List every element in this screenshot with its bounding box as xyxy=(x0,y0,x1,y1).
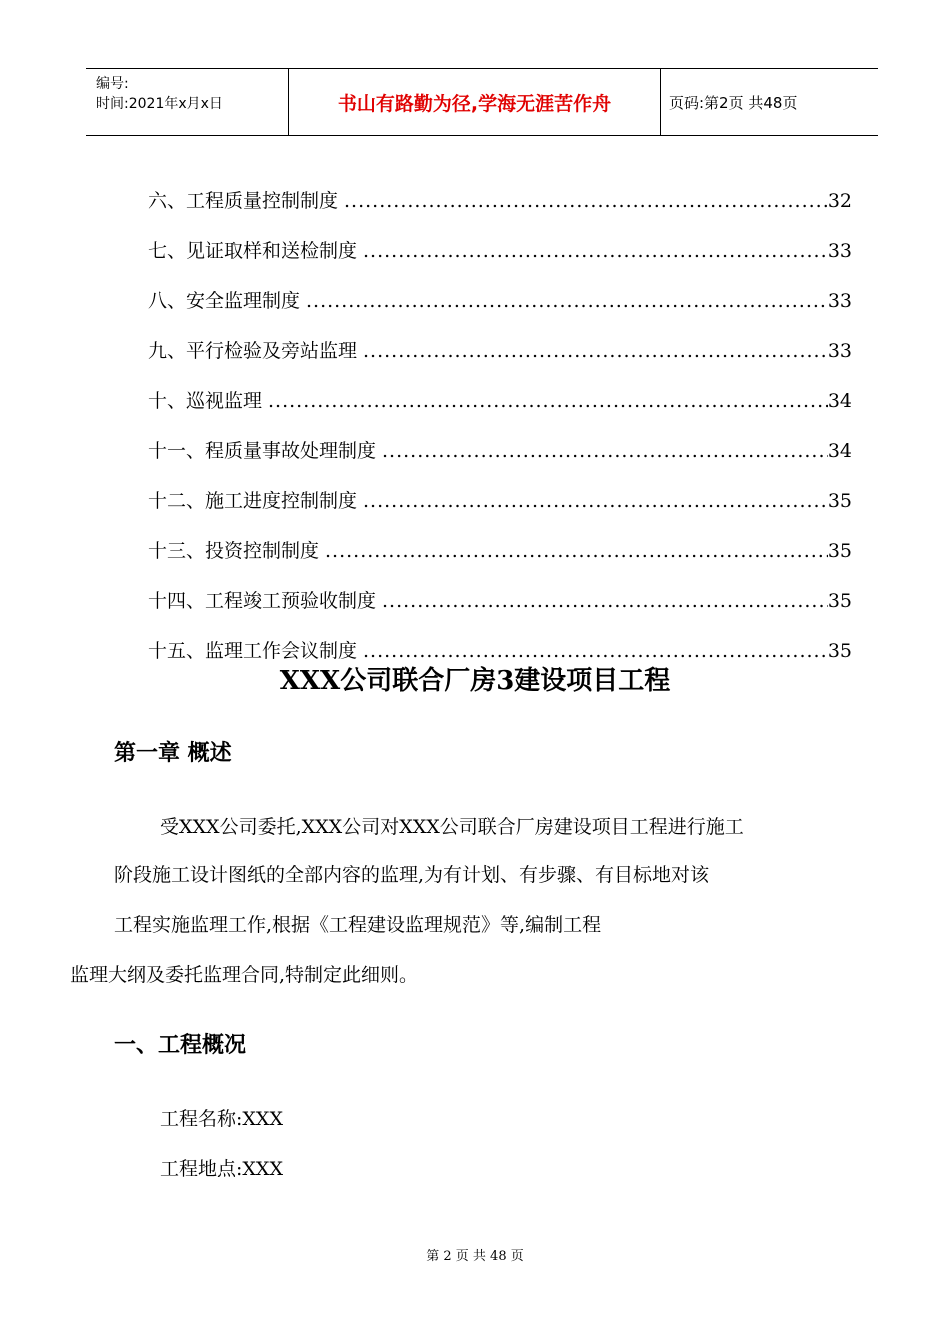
toc-item[interactable] xyxy=(148,318,852,368)
toc-item-label: 十一、程质量事故处理制度 xyxy=(148,440,377,462)
toc-leader-dots xyxy=(268,384,828,418)
toc-leader-dots xyxy=(363,234,828,268)
chapter-heading: 第一章 概述 xyxy=(114,741,232,766)
toc-item-label: 七、见证取样和送检制度 xyxy=(148,240,358,262)
table-of-contents xyxy=(148,168,852,668)
toc-item-label: 十五、监理工作会议制度 xyxy=(148,640,358,662)
page-footer: 第 2 页 共 48 页 xyxy=(426,1249,524,1264)
toc-item-label: 八、安全监理制度 xyxy=(148,290,301,312)
toc-leader-dots xyxy=(382,434,828,468)
header-page-label: 页码:第2页 共48页 xyxy=(669,93,798,112)
toc-item-label: 十、巡视监理 xyxy=(148,390,263,412)
toc-item[interactable] xyxy=(148,518,852,568)
header-slogan: 书山有路勤为径,学海无涯苦作舟 xyxy=(288,69,661,135)
toc-item-page: 34 xyxy=(827,440,852,462)
toc-item[interactable] xyxy=(148,368,852,418)
toc-item-page: 32 xyxy=(827,190,852,212)
toc-item[interactable] xyxy=(148,418,852,468)
toc-leader-dots xyxy=(363,484,828,518)
toc-item[interactable] xyxy=(148,168,852,218)
toc-leader-dots xyxy=(382,584,828,618)
toc-item[interactable] xyxy=(148,218,852,268)
paragraph-line-3: 工程实施监理工作,根据《工程建设监理规范》等,编制工程 xyxy=(114,914,602,936)
paragraph-line-4: 监理大纲及委托监理合同,特制定此细则。 xyxy=(70,964,419,986)
paragraph-line-1: 受XXX公司委托,XXX公司对XXX公司联合厂房建设项目工程进行施工 xyxy=(160,816,744,838)
toc-item-label: 十三、投资控制制度 xyxy=(148,540,320,562)
code-label: 编号: xyxy=(96,76,129,92)
header-table xyxy=(86,68,878,136)
document-title: XXX公司联合厂房3建设项目工程 xyxy=(279,666,671,696)
toc-leader-dots xyxy=(344,184,828,218)
toc-leader-dots xyxy=(363,334,828,368)
project-location-field: 工程地点:XXX xyxy=(160,1158,283,1180)
section-heading: 一、工程概况 xyxy=(114,1033,247,1058)
toc-item[interactable] xyxy=(148,568,852,618)
toc-item[interactable] xyxy=(148,268,852,318)
toc-item-page: 33 xyxy=(827,290,852,312)
toc-leader-dots xyxy=(306,284,828,318)
toc-item-page: 35 xyxy=(827,640,852,662)
toc-item-label: 九、平行检验及旁站监理 xyxy=(148,340,358,362)
project-name-field: 工程名称:XXX xyxy=(160,1108,283,1130)
toc-item-page: 34 xyxy=(827,390,852,412)
toc-item-page: 33 xyxy=(827,340,852,362)
toc-item-label: 十四、工程竣工预验收制度 xyxy=(148,590,377,612)
toc-item-label: 六、工程质量控制制度 xyxy=(148,190,339,212)
toc-item[interactable] xyxy=(148,468,852,518)
paragraph-line-2: 阶段施工设计图纸的全部内容的监理,为有计划、有步骤、有目标地对该 xyxy=(114,864,710,886)
header-info-cell xyxy=(86,69,288,135)
time-label: 时间:2021年x月x日 xyxy=(96,96,223,112)
toc-leader-dots xyxy=(325,534,828,568)
toc-item-page: 35 xyxy=(827,540,852,562)
toc-item-label: 十二、施工进度控制制度 xyxy=(148,490,358,512)
toc-item-page: 35 xyxy=(827,490,852,512)
toc-item-page: 35 xyxy=(827,590,852,612)
toc-item-page: 33 xyxy=(827,240,852,262)
